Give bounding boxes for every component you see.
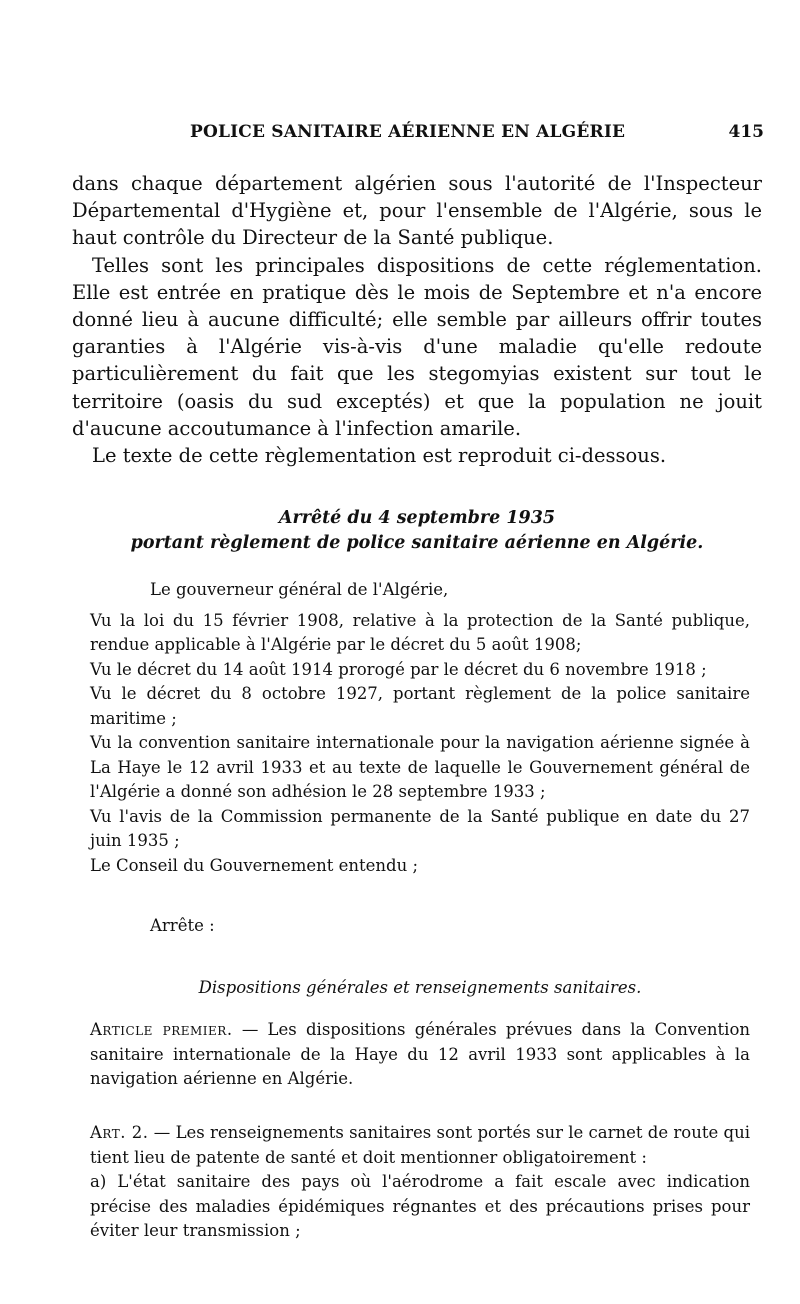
intro-paragraph-3: Le texte de cette règlementation est reproduit ci-dessous. [92, 444, 667, 468]
article-1 [90, 1018, 750, 1092]
article-2-label: Art. 2. [90, 1123, 149, 1142]
considerant-5: Vu l'avis de la Commission permanente de la Santé publique en date du 27 juin 1935 ; [90, 806, 750, 850]
governor-line: Le gouverneur général de l'Algérie, [150, 580, 449, 599]
considerant-4: Vu la convention sanitaire internationale pour la navigation aérienne signée à La Haye le 12 avril 1933 et au texte de laquelle le Gouvernement général de l'Algérie a donné son adhésion le 28 septembre 1933 ; [90, 733, 750, 801]
decree-preamble [90, 578, 750, 878]
running-header [72, 122, 764, 148]
arrete-heading: Arrête : [150, 916, 215, 935]
decree-title-line-1: Arrêté du 4 septembre 1935 [278, 508, 556, 528]
considerant-3: Vu le décret du 8 octobre 1927, portant règlement de la police sanitaire maritime ; [90, 684, 750, 728]
intro-text [72, 170, 762, 469]
article-2 [90, 1121, 750, 1244]
article-2-item-a: a) L'état sanitaire des pays où l'aérodrome a fait escale avec indication précise des maladies épidémiques régnantes et des précautions prises pour éviter leur transmission ; [90, 1172, 750, 1240]
decree-title-line-2: portant règlement de police sanitaire aérienne en Algérie. [130, 533, 704, 553]
article-2-text: — Les renseignements sanitaires sont portés sur le carnet de route qui tient lieu de patente de santé et doit mentionner obligatoirement : [90, 1123, 750, 1167]
article-1-text: — Les dispositions générales prévues dans la Convention sanitaire internationale de la Haye du 12 avril 1933 sont applicables à la navigation aérienne en Algérie. [90, 1020, 751, 1088]
considerant-2: Vu le décret du 14 août 1914 prorogé par le décret du 6 novembre 1918 ; [90, 659, 707, 679]
intro-paragraph-1: dans chaque département algérien sous l'autorité de l'Inspecteur Départemental d'Hygiène et, pour l'ensemble de l'Algérie, sous le haut contrôle du Directeur de la Santé publique. [72, 172, 762, 250]
running-title: POLICE SANITAIRE AÉRIENNE EN ALGÉRIE [190, 122, 626, 142]
decree-title [72, 506, 762, 556]
page-number: 415 [728, 122, 764, 142]
intro-paragraph-2: Telles sont les principales dispositions de cette réglementation. Elle est entrée en pratique dès le mois de Septembre et n'a encore donné lieu à aucune difficulté; elle semble par ailleurs offrir toutes garanties à l'Algérie vis-à-vis d'une maladie qu'elle redoute particulièrement du fait que les stegomyias existent sur tout le territoire (oasis du sud exceptés) et que la population ne jouit d'aucune accoutumance à l'infection amarile. [72, 253, 762, 440]
considerant-6: Le Conseil du Gouvernement entendu ; [90, 855, 419, 875]
considerant-1: Vu la loi du 15 février 1908, relative à la protection de la Santé publique, rendue applicable à l'Algérie par le décret du 5 août 1908; [90, 610, 750, 654]
section-title: Dispositions générales et renseignements sanitaires. [198, 978, 642, 997]
article-1-label: Article premier. [90, 1020, 233, 1039]
